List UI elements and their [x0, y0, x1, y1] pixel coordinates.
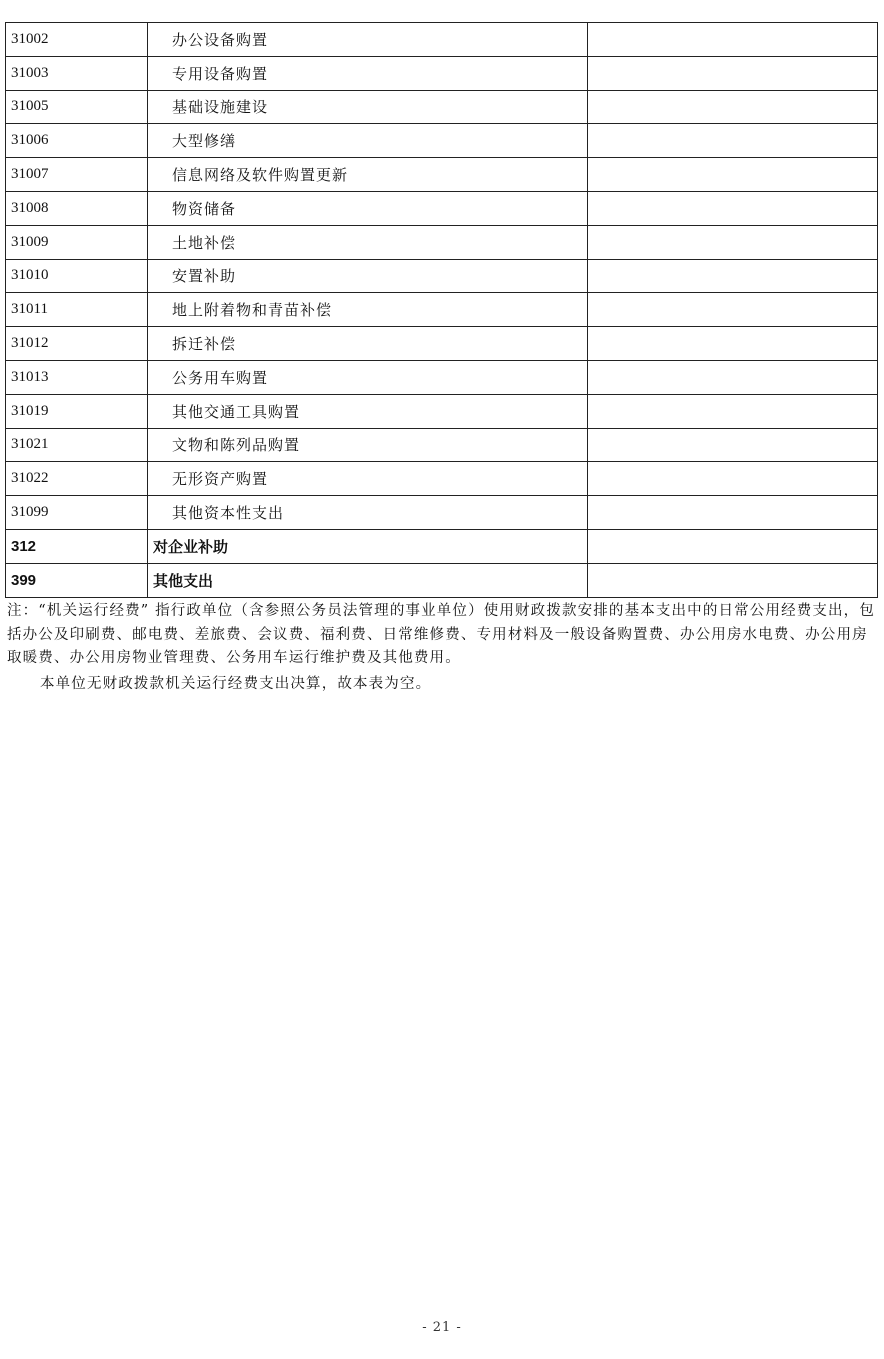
expense-code-cell: 31099	[6, 496, 148, 530]
table-row	[6, 394, 878, 428]
expense-code-cell: 31012	[6, 327, 148, 361]
expense-code-cell: 399	[6, 563, 148, 597]
expense-amount-cell	[588, 158, 878, 192]
expense-amount-cell	[588, 462, 878, 496]
expense-amount-cell	[588, 259, 878, 293]
expense-code-cell: 31021	[6, 428, 148, 462]
expense-code-cell: 31008	[6, 191, 148, 225]
expense-name-cell: 文物和陈列品购置	[148, 428, 588, 462]
expense-amount-cell	[588, 529, 878, 563]
expense-name-cell: 安置补助	[148, 259, 588, 293]
table-row	[6, 563, 878, 597]
expense-amount-cell	[588, 360, 878, 394]
table-row	[6, 496, 878, 530]
expense-code-cell: 31005	[6, 90, 148, 124]
definition-note: 注：“机关运行经费” 指行政单位（含参照公务员法管理的事业单位）使用财政拨款安排的基本支出中的日常公用经费支出，包括办公及印刷费、邮电费、差旅费、会议费、福利费、日常维修费、专用材料及一般设备购置费、办公用房水电费、办公用房取暖费、办公用房物业管理费、公务用车运行维护费及其他费用。	[7, 603, 875, 666]
expense-amount-cell	[588, 23, 878, 57]
expense-amount-cell	[588, 225, 878, 259]
expense-name-cell: 其他支出	[148, 563, 588, 597]
expense-name-cell: 办公设备购置	[148, 23, 588, 57]
expense-code-cell: 31019	[6, 394, 148, 428]
empty-table-statement: 本单位无财政拨款机关运行经费支出决算，故本表为空。	[40, 676, 432, 692]
table-row	[6, 259, 878, 293]
expense-code-cell: 31011	[6, 293, 148, 327]
table-row	[6, 360, 878, 394]
expense-amount-cell	[588, 191, 878, 225]
expense-code-cell: 31006	[6, 124, 148, 158]
table-row	[6, 90, 878, 124]
table-row	[6, 293, 878, 327]
expense-code-cell: 31022	[6, 462, 148, 496]
table-row	[6, 327, 878, 361]
expense-name-cell: 物资储备	[148, 191, 588, 225]
expense-amount-cell	[588, 56, 878, 90]
expense-amount-cell	[588, 394, 878, 428]
expense-code-cell: 31003	[6, 56, 148, 90]
expense-name-cell: 对企业补助	[148, 529, 588, 563]
expense-amount-cell	[588, 496, 878, 530]
expense-amount-cell	[588, 563, 878, 597]
expense-code-cell: 31009	[6, 225, 148, 259]
expense-name-cell: 无形资产购置	[148, 462, 588, 496]
table-row	[6, 529, 878, 563]
expense-name-cell: 专用设备购置	[148, 56, 588, 90]
expense-code-cell: 31010	[6, 259, 148, 293]
expense-name-cell: 公务用车购置	[148, 360, 588, 394]
expense-amount-cell	[588, 428, 878, 462]
expense-code-cell: 31007	[6, 158, 148, 192]
expense-amount-cell	[588, 293, 878, 327]
expense-code-cell: 312	[6, 529, 148, 563]
expense-name-cell: 其他资本性支出	[148, 496, 588, 530]
expense-amount-cell	[588, 90, 878, 124]
table-row	[6, 225, 878, 259]
expense-name-cell: 拆迁补偿	[148, 327, 588, 361]
expenditure-table	[5, 22, 878, 598]
expense-name-cell: 土地补偿	[148, 225, 588, 259]
expense-name-cell: 基础设施建设	[148, 90, 588, 124]
expense-name-cell: 信息网络及软件购置更新	[148, 158, 588, 192]
table-row	[6, 56, 878, 90]
expense-amount-cell	[588, 124, 878, 158]
page-number: - 21 -	[422, 1320, 462, 1335]
table-row	[6, 158, 878, 192]
expense-name-cell: 大型修缮	[148, 124, 588, 158]
table-row	[6, 124, 878, 158]
expense-amount-cell	[588, 327, 878, 361]
table-row	[6, 428, 878, 462]
expense-code-cell: 31013	[6, 360, 148, 394]
expense-name-cell: 其他交通工具购置	[148, 394, 588, 428]
expense-name-cell: 地上附着物和青苗补偿	[148, 293, 588, 327]
table-row	[6, 191, 878, 225]
expense-code-cell: 31002	[6, 23, 148, 57]
expenditure-table-body	[6, 23, 878, 598]
table-row	[6, 23, 878, 57]
table-row	[6, 462, 878, 496]
